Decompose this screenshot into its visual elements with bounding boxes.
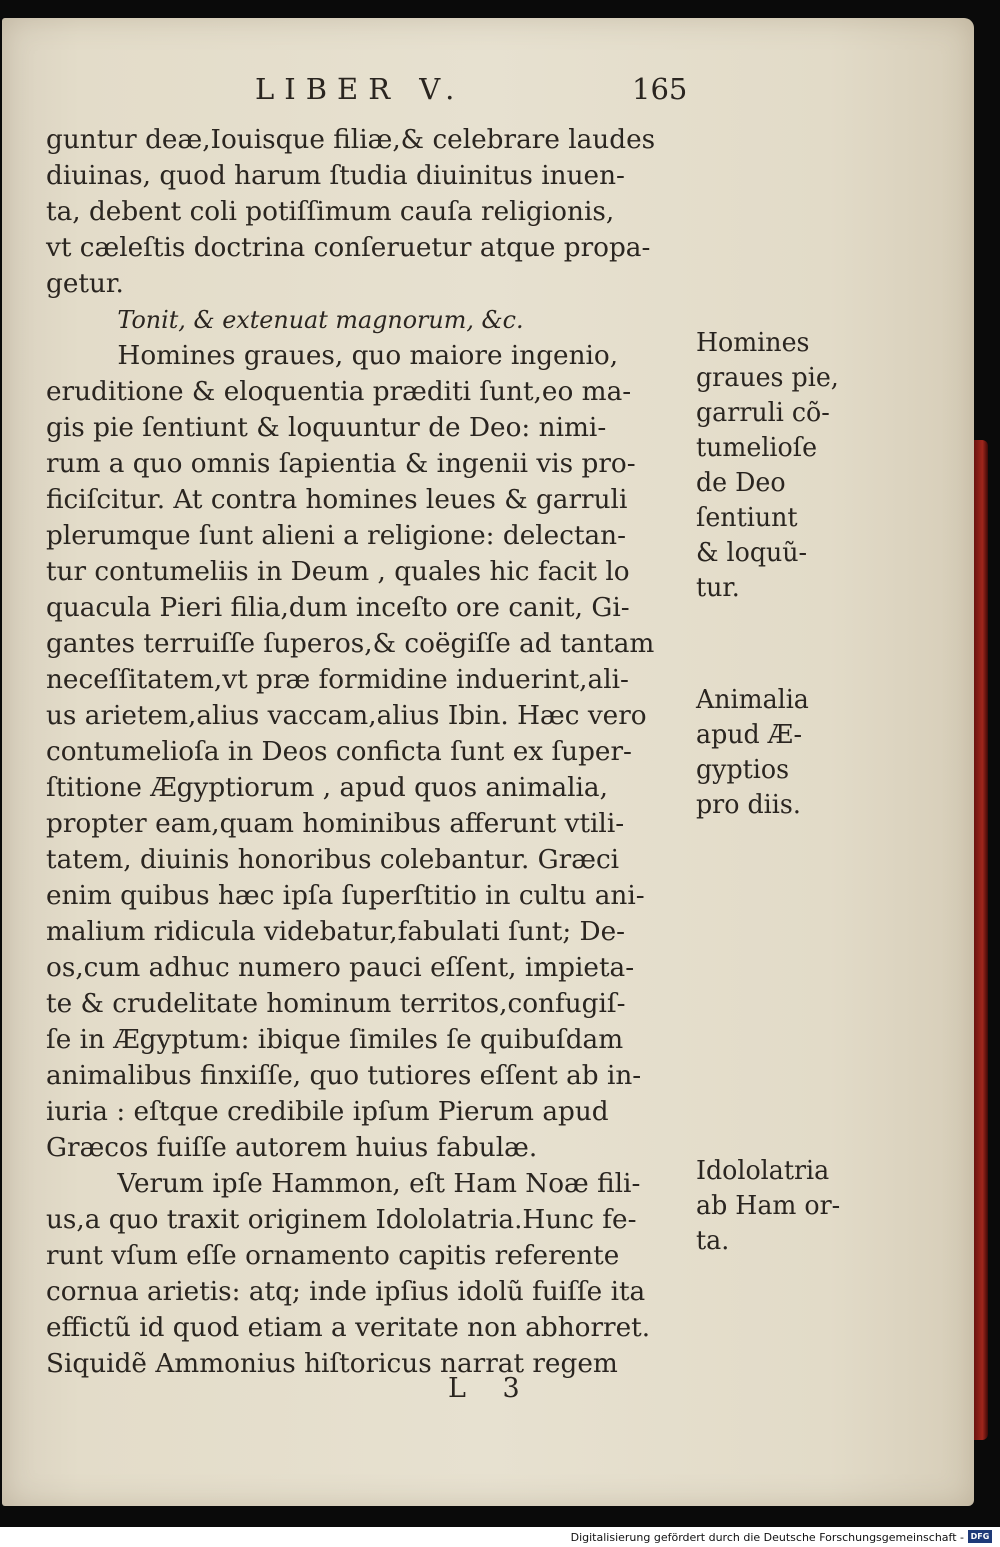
text-line: os,cum adhuc numero pauci eſſent, impieta- [46,952,635,983]
text-line: Græcos fuiſſe autorem huius fabulæ. [46,1132,538,1163]
text-line: malium ridicula videbatur,fabulati ſunt; De- [46,916,626,947]
text-line: gantes terruiſſe ſuperos,& coëgiſſe ad tantam [46,628,655,659]
text-line: diuinas, quod harum ſtudia diuinitus inuen- [46,160,625,191]
signature-mark: L 3 [448,1373,534,1404]
text-line: ſtitione Ægyptiorum , apud quos animalia, [46,772,608,803]
margin-note-line: Homines [696,328,810,358]
text-line: guntur deæ,Iouisque filiæ,& celebrare laudes [46,124,656,155]
margin-note-homines [696,326,876,606]
text-line: runt vſum eſſe ornamento capitis referente [46,1240,620,1271]
text-line: quacula Pieri filia,dum inceſto ore canit, Gi- [46,592,630,623]
text-line: gis pie ſentiunt & loquuntur de Deo: nimi- [46,412,607,443]
text-line: Homines graues, quo maiore ingenio, [117,340,619,371]
margin-note-line: Animalia [696,685,809,715]
text-line: cornua arietis: atq; inde ipſius idolũ fuiſſe ita [46,1276,646,1307]
margin-note-line: apud Æ- [696,720,803,750]
margin-note-line: garruli cõ- [696,398,830,428]
margin-note-line: de Deo [696,468,786,498]
margin-note-line: gyptios [696,755,790,785]
running-head: LIBER V. [255,72,465,106]
text-line: enim quibus hæc ipſa ſuperſtitio in cultu ani- [46,880,645,911]
margin-note-line: ab Ham or- [696,1191,841,1221]
margin-note-line: & loquũ- [696,538,808,568]
text-line: eruditione & eloquentia præditi ſunt,eo ma- [46,376,632,407]
page-number: 165 [632,72,688,106]
main-text-block [46,122,706,1382]
margin-note-idololatria [696,1154,876,1259]
margin-note-line: Idololatria [696,1156,830,1186]
text-line: vt cæleſtis doctrina conſeruetur atque propa- [46,232,651,263]
book-edge [974,440,988,1440]
margin-note-line: graues pie, [696,363,839,393]
dfg-logo-icon: DFG [968,1530,992,1543]
text-line: us arietem,alius vaccam,alius Ibin. Hæc vero [46,700,647,731]
text-line: ficiſcitur. At contra homines leues & garruli [46,484,628,515]
lemma-line: Tonit, & extenuat magnorum, &c. [117,306,524,334]
text-line: contumelioſa in Deos conficta ſunt ex ſuper- [46,736,632,767]
text-line: tur contumeliis in Deum , quales hic facit lo [46,556,630,587]
text-line: rum a quo omnis ſapientia & ingenii vis pro- [46,448,636,479]
text-line: effictũ id quod etiam a veritate non abhorret. [46,1312,651,1343]
margin-note-line: tumelioſe [696,433,818,463]
text-line: us,a quo traxit originem Idololatria.Hunc fe- [46,1204,637,1235]
text-line: Verum ipſe Hammon, eſt Ham Noæ fili- [117,1168,641,1199]
margin-note-line: tur. [696,573,740,603]
text-line: iuria : eſtque credibile ipſum Pierum apud [46,1096,609,1127]
text-line: Siquidẽ Ammonius hiſtoricus narrat regem [46,1348,618,1379]
text-line: te & crudelitate hominum territos,confugiſ- [46,988,626,1019]
margin-note-line: pro diis. [696,790,801,820]
text-line: tatem, diuinis honoribus colebantur. Græci [46,844,620,875]
margin-note-animalia [696,683,876,823]
text-line: neceſſitatem,vt præ formidine induerint,ali- [46,664,629,695]
text-line: ta, debent coli potiſſimum cauſa religionis, [46,196,615,227]
text-line: ſe in Ægyptum: ibique ſimiles ſe quibuſdam [46,1024,624,1055]
text-line: propter eam,quam hominibus afferunt vtili- [46,808,625,839]
margin-note-line: ta. [696,1226,730,1256]
text-line: plerumque ſunt alieni a religione: delectan- [46,520,626,551]
text-line: getur. [46,268,124,299]
text-line: animalibus finxiſſe, quo tutiores eſſent ab in- [46,1060,642,1091]
margin-note-line: ſentiunt [696,503,798,533]
funding-credit: Digitalisierung gefördert durch die Deutsche Forschungsgemeinschaft - [570,1531,964,1544]
